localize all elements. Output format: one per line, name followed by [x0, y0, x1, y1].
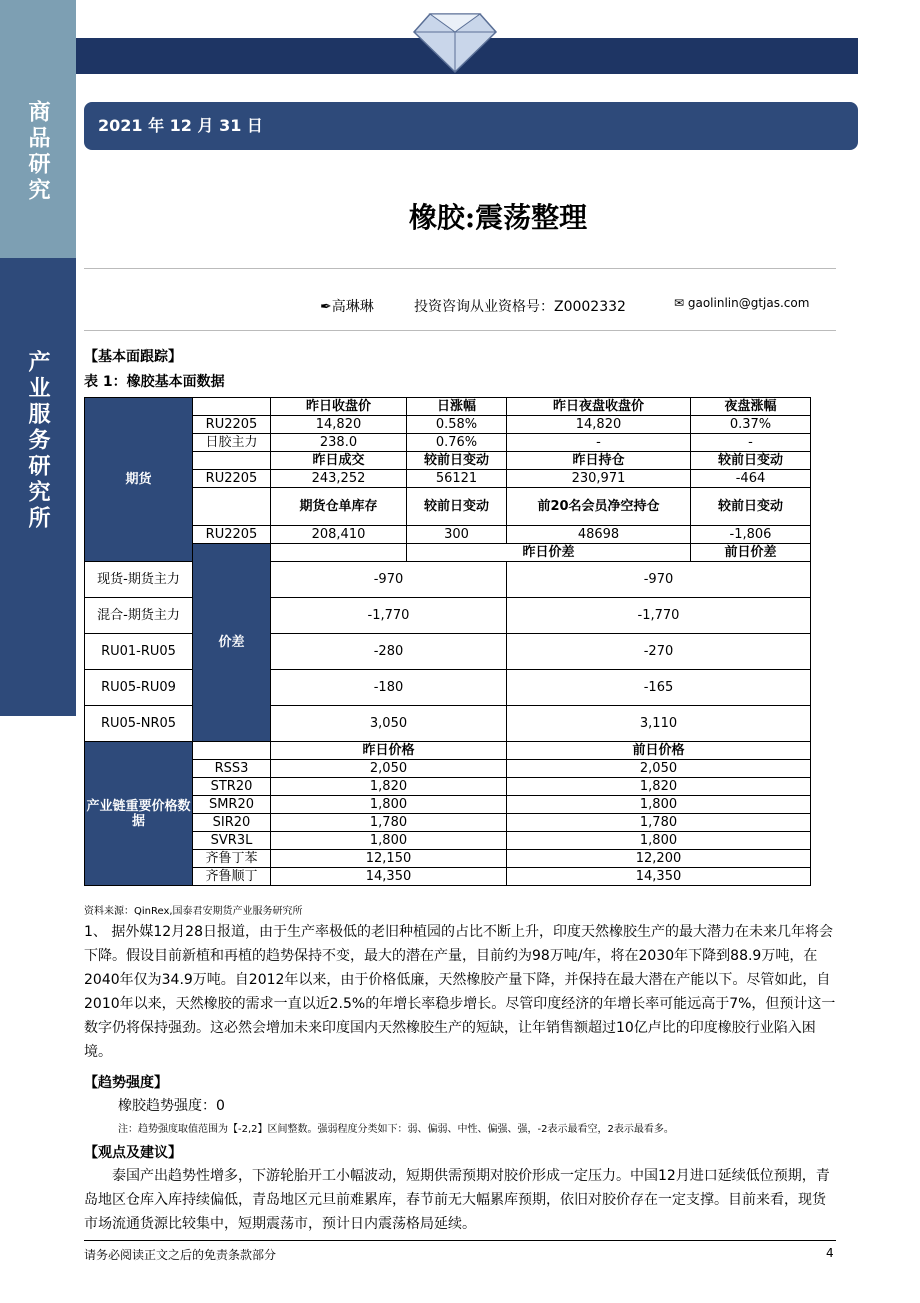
divider	[84, 268, 836, 269]
table-row: RU2205 243,252 56121 230,971 -464	[85, 470, 811, 488]
date-bar: 2021 年 12 月 31 日	[84, 102, 858, 150]
table-row: 现货-期货主力 -970 -970	[85, 562, 811, 598]
table-row: SIR20 1,780 1,780	[85, 814, 811, 832]
sidebar-bottom	[0, 716, 76, 1303]
table-row: RU05-RU09 -180 -165	[85, 670, 811, 706]
table-row: STR20 1,820 1,820	[85, 778, 811, 796]
table-row: RSS3 2,050 2,050	[85, 760, 811, 778]
category-spread: 价差	[193, 544, 271, 742]
sidebar-label-commodity: 商品研究	[25, 100, 50, 204]
fundamentals-table: 期货 昨日收盘价 日涨幅 昨日夜盘收盘价 夜盘涨幅 RU2205 14,820 0.58% 14,820 0.37% 日胶主力 238.0 0.76% - - 昨日成交 较前日变动 昨日持仓 较前日变动 RU2205 243,252 56121 230,971 -464 期货仓单库存 较前日变动 前20名会员净空持仓 较前日变动 RU2205 208,410 300 48698 -1,806 价差 昨日价差 前日价差 现货-期货主力 -970 -970 混合-期货主力 -1,770 -1,770 RU01-RU05 -280 -270 RU05-RU09 -180 -165 RU05-NR05 3,050 3,110 产业链重要价格数据 昨日价格 前日价格 RSS3 2,050 2,050 STR20 1,820 1,820 SMR20 1,800 1,800 SIR20 1,780 1,780 SVR3L 1,800 1,800 齐鲁丁苯 12,150 12,200 齐鲁顺丁 14,350 14,350	[84, 397, 811, 886]
section-trend: 【趋势强度】	[84, 1075, 168, 1091]
news-paragraph: 1、 据外媒12月28日报道，由于生产率极低的老旧种植园的占比不断上升，印度天然橡胶生产的最大潜力在未来几年将会下降。假设目前新植和再植的趋势保持不变，最大的潜在产量，目前约为98万吨/年，将在2030年下降到88.9万吨，在2040年仅为34.9万吨。自2012年以来，由于价格低廉，天然橡胶产量下降，并保持在最大潜在产能以下。尽管如此，自2010年以来，天然橡胶的需求一直以近2.5%的年增长率稳步增长。尽管印度经济的年增长率可能远高于7%，但预计这一数字仍将保持强劲。这必然会增加未来印度国内天然橡胶生产的短缺，让年销售额超过10亿卢比的印度橡胶行业陷入困境。	[84, 924, 836, 1060]
page-title: 橡胶:震荡整理	[408, 201, 588, 234]
table-row: 混合-期货主力 -1,770 -1,770	[85, 598, 811, 634]
source-note: 资料来源：QinRex,国泰君安期货产业服务研究所	[84, 906, 303, 917]
table-row: RU01-RU05 -280 -270	[85, 634, 811, 670]
page-number: 4	[826, 1246, 834, 1260]
qualification: 投资咨询从业资格号：Z0002332	[414, 299, 626, 315]
footer-divider	[84, 1240, 836, 1241]
section-view: 【观点及建议】	[84, 1145, 182, 1161]
table-caption: 表 1：橡胶基本面数据	[84, 374, 225, 390]
table-row: RU2205 14,820 0.58% 14,820 0.37%	[85, 416, 811, 434]
footer-disclaimer: 请务必阅读正文之后的免责条款部分	[84, 1248, 277, 1262]
table-row: SVR3L 1,800 1,800	[85, 832, 811, 850]
trend-note: 注：趋势强度取值范围为【-2,2】区间整数。强弱程度分类如下：弱、偏弱、中性、偏强、强，-2表示最看空，2表示最看多。	[118, 1124, 674, 1135]
view-paragraph: 泰国产出趋势性增多，下游轮胎开工小幅波动，短期供需预期对胶价形成一定压力。中国12月进口延续低位预期，青岛地区仓库入库持续偏低，青岛地区元旦前难累库，春节前无大幅累库预期，依旧对胶价存在一定支撑。目前来看，现货市场流通货源比较集中，短期震荡市，预计日内震荡格局延续。	[84, 1168, 830, 1232]
trend-strength: 橡胶趋势强度：0	[118, 1098, 225, 1114]
diamond-logo-icon	[410, 4, 500, 74]
table-row: 齐鲁丁苯 12,150 12,200	[85, 850, 811, 868]
category-futures: 期货	[85, 398, 193, 562]
table-row: SMR20 1,800 1,800	[85, 796, 811, 814]
author-email[interactable]: ✉ gaolinlin@gtjas.com	[674, 296, 810, 310]
table-row: 齐鲁顺丁 14,350 14,350	[85, 868, 811, 886]
table-row: RU2205 208,410 300 48698 -1,806	[85, 526, 811, 544]
section-fundamentals: 【基本面跟踪】	[84, 349, 182, 365]
category-chain-prices: 产业链重要价格数据	[85, 742, 193, 886]
divider	[84, 330, 836, 331]
author-name: ✒高琳琳	[320, 299, 374, 315]
table-row: RU05-NR05 3,050 3,110	[85, 706, 811, 742]
sidebar-label-institute: 产业服务研究所	[25, 350, 50, 532]
table-row: 日胶主力 238.0 0.76% - -	[85, 434, 811, 452]
